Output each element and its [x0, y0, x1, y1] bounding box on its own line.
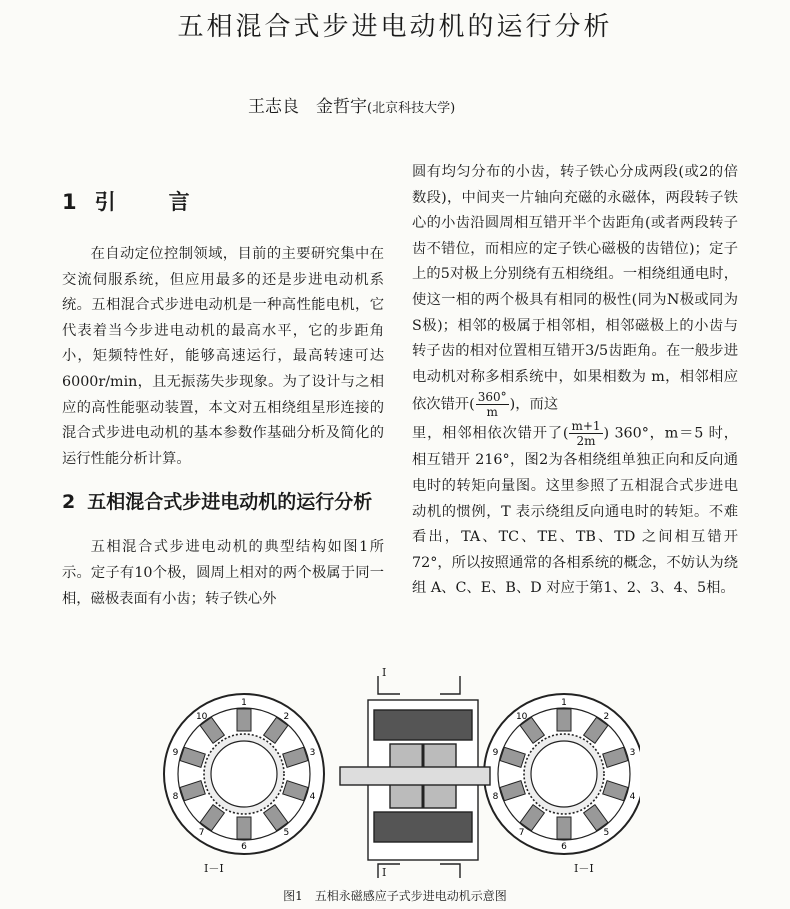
right-paragraph-1 — [412, 160, 738, 419]
stator-cross-section-left — [164, 694, 324, 854]
authors-line — [248, 92, 455, 117]
pole-number-left-4: 4 — [309, 792, 316, 803]
section-1-paragraph: 在自动定位控制领域，目前的主要研究集中在交流伺服系统，但应用最多的还是步进电动机系统。五相混合式步进电动机是一种高性能电机，它代表着当今步进电动机的最高水平，它的步距角小，矩频特性好，能够高速运行，最高转速可达 6000r/min，且无振荡失步现象。为了设计与之相应的高性能驱动装置，本文对五相绕组星形连接的混合式步进电动机的基本参数作基础分析及简化的运行性能分析计算。 — [62, 246, 384, 467]
pole-number-right-5: 5 — [603, 828, 610, 839]
author-affiliation: (北京科技大学) — [367, 101, 456, 116]
pole-number-right-6: 6 — [561, 842, 567, 852]
pole-number-left-5: 5 — [283, 828, 290, 839]
left-column — [62, 186, 384, 612]
stator-pole — [237, 709, 251, 731]
section-1-number: 1 — [62, 190, 77, 214]
section-2-paragraph: 五相混合式步进电动机的典型结构如图1所示。定子有10个极，圆周上相对的两个极属于同一相，磁极表面有小齿；转子铁心外 — [62, 539, 384, 607]
frac1-denominator: m — [486, 405, 498, 420]
fraction-m1-over-2m — [569, 419, 602, 448]
pole-number-right-7: 7 — [518, 828, 525, 839]
figure-caption: 图1 五相永磁感应子式步进电动机示意图 — [283, 889, 507, 903]
pole-number-right-9: 9 — [492, 747, 499, 758]
right-text-2-rest: ) 360°，m＝5 时，相互错开 216°，图2为各相绕组单独正向和反向通电时的转矩向量图。这里参照了五相混合式步进电动机的惯例，T 表示绕组反向通电时的转矩。不难看出，TA、TC、TE、TB、TD 之间相互错开 72°，所以按照通常的各相系统的概念，不妨认为绕组 A、C、E、B、D 对应于第1、2、3、4、5相。 — [412, 425, 739, 597]
right-paragraph-2 — [412, 419, 738, 602]
section-2-heading — [62, 488, 384, 517]
section-1-heading — [62, 186, 384, 216]
frac1-numerator: 360° — [477, 390, 507, 405]
pole-number-left-8: 8 — [172, 792, 179, 803]
pole-number-left-1: 1 — [241, 698, 247, 708]
section-label-right: I－I — [574, 862, 594, 875]
figure-1 — [160, 664, 640, 884]
frac2-denominator: 2m — [576, 434, 596, 449]
cut-line-top-right — [440, 676, 460, 694]
stator-coil-top — [374, 710, 472, 740]
paper-title: 五相混合式步进电动机的运行分析 — [177, 12, 613, 42]
fraction-360-over-m — [476, 390, 509, 419]
right-column — [412, 160, 738, 602]
stator-pole — [557, 817, 571, 839]
section-label-left: I－I — [204, 862, 224, 875]
cut-label-top: I — [382, 666, 387, 679]
cut-label-bottom: I — [382, 866, 387, 879]
right-text-1-end: )，而这 — [509, 396, 559, 413]
pole-number-left-9: 9 — [172, 747, 179, 758]
pole-number-left-10: 10 — [195, 711, 208, 722]
section-1-title: 引 言 — [94, 190, 206, 214]
motor-diagram — [160, 664, 640, 884]
stator-coil-bottom — [374, 812, 472, 842]
cut-line-bottom-right — [440, 864, 460, 878]
pole-number-right-10: 10 — [515, 711, 528, 722]
pole-number-right-2: 2 — [603, 711, 610, 722]
frac2-numerator: m+1 — [571, 419, 601, 434]
pole-number-left-3: 3 — [309, 747, 316, 758]
pole-number-left-7: 7 — [198, 828, 205, 839]
pole-number-right-8: 8 — [492, 792, 499, 803]
right-text-2-start: 里，相邻相依次错开了( — [412, 425, 569, 442]
pole-number-right-4: 4 — [629, 792, 636, 803]
pole-number-right-1: 1 — [561, 698, 567, 708]
stator-pole — [557, 709, 571, 731]
motor-longitudinal-section — [340, 676, 490, 878]
section-2-title: 五相混合式步进电动机的运行分析 — [87, 491, 373, 514]
right-text-1: 圆有均匀分布的小齿，转子铁心分成两段(或2的倍数段)，中间夹一片轴向充磁的永磁体，两段转子铁心的小齿沿圆周相互错开半个齿距角(或者两段转子齿不错位，而相应的定子铁心磁极的齿错位)；定子上的5对极上分别绕有五相绕组。一相绕组通电时，使这一相的两个极具有相同的极性(同为N极或同为S极)；相邻的极属于相邻相，相邻磁极上的小齿与转子齿的相对位置相互错开3/5齿距角。在一般步进电动机对称多相系统中，如果相数为 m，相邻相应依次错开( — [412, 164, 738, 413]
rotor-bore — [211, 741, 277, 807]
author-names: 王志良 金哲宇 — [248, 97, 367, 117]
pole-number-left-6: 6 — [241, 842, 247, 852]
section-2-number: 2 — [62, 491, 76, 514]
pole-number-left-2: 2 — [283, 711, 290, 722]
stator-pole — [237, 817, 251, 839]
motor-shaft — [340, 767, 490, 785]
pole-number-right-3: 3 — [629, 747, 636, 758]
stator-cross-section-right — [484, 694, 640, 854]
rotor-bore — [531, 741, 597, 807]
